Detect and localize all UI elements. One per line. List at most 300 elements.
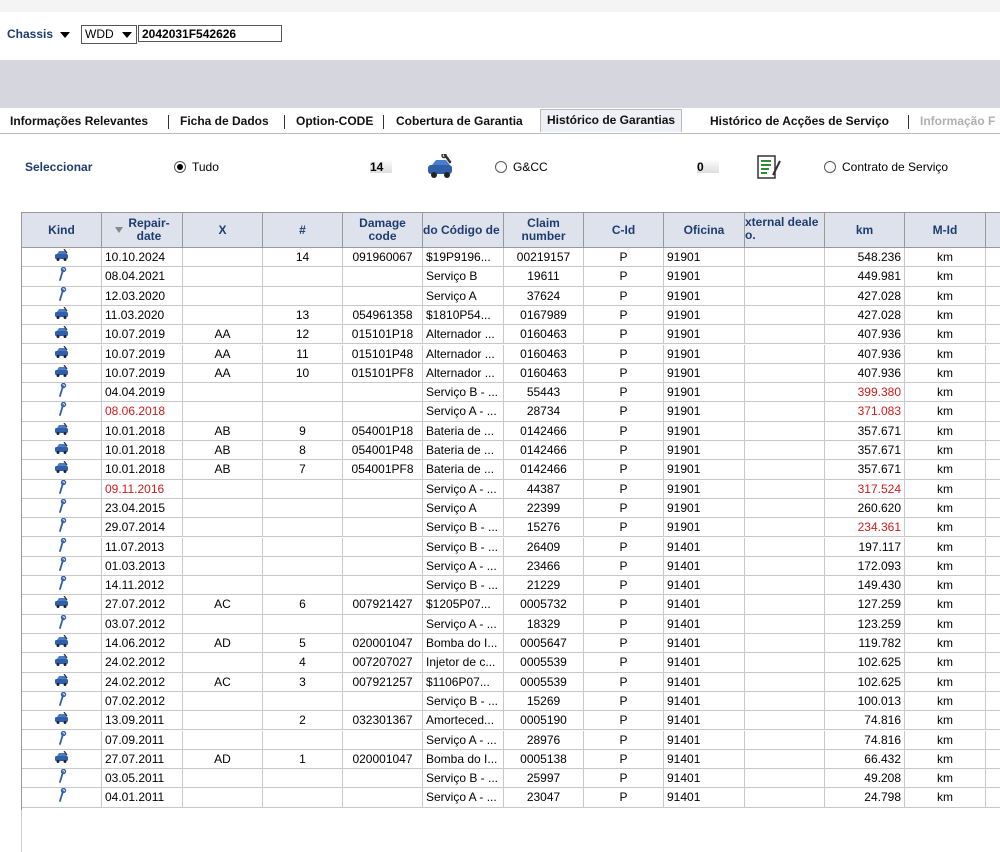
cell-damage [343,538,423,557]
filter-row [0,150,1000,184]
col-claim-number[interactable] [504,213,584,247]
cell-date: 11.07.2013 [102,538,183,557]
cell-damage [343,731,423,750]
cell-cid: P [584,499,664,518]
cell-oficina: 91901 [664,441,745,460]
cell-mid: km [905,750,986,769]
table-row[interactable] [22,325,1000,344]
car-wrench-icon [425,154,457,180]
cell-n: 5 [263,634,343,653]
cell-ext [745,788,825,807]
cell-ext [745,634,825,653]
car-repair-icon [22,345,102,364]
cell-n [263,480,343,499]
cell-date: 10.07.2019 [102,325,183,344]
cell-n [263,557,343,576]
cell-date: 12.03.2020 [102,287,183,306]
cell-n [263,538,343,557]
table-row[interactable] [22,595,1000,614]
cell-date: 27.07.2012 [102,595,183,614]
cell-x [183,518,263,537]
cell-mid: km [905,595,986,614]
cell-date: 13.09.2011 [102,711,183,730]
table-row[interactable] [22,769,1000,788]
table-row[interactable] [22,306,1000,325]
cell-ext [745,422,825,441]
table-row[interactable] [22,653,1000,672]
cell-damage [343,383,423,402]
table-row[interactable] [22,267,1000,286]
cell-code: Serviço A [423,287,504,306]
cell-date: 07.02.2012 [102,692,183,711]
tab-ficha-de-dados[interactable]: Ficha de Dados [180,114,269,128]
table-left-border [21,810,22,852]
car-repair-icon [22,653,102,672]
cell-km: 149.430 [825,576,905,595]
cell-oficina: 91401 [664,576,745,595]
col-repair-date-label: Repair-date [128,216,170,243]
cell-damage: 007207027 [343,653,423,672]
cell-damage [343,402,423,421]
cell-ext [745,287,825,306]
radio-gcc[interactable] [495,161,507,173]
col-oficina[interactable]: Oficina [664,213,745,247]
cell-claim: 0160463 [504,345,584,364]
cell-x [183,383,263,402]
cell-km: 548.236 [825,248,905,267]
cell-mid: km [905,460,986,479]
wrench-icon [22,615,102,634]
cell-damage: 020001047 [343,750,423,769]
cell-n: 6 [263,595,343,614]
cell-km: 399.380 [825,383,905,402]
col-external-dealer-label: xternal deale o. [745,215,819,242]
cell-date: 23.04.2015 [102,499,183,518]
table-row[interactable] [22,557,1000,576]
cell-km: 127.259 [825,595,905,614]
cell-km: 49.208 [825,769,905,788]
cell-ext [745,538,825,557]
cell-cid: P [584,422,664,441]
cell-date: 07.09.2011 [102,731,183,750]
cell-cid: P [584,518,664,537]
cell-code: Alternador ... [423,364,504,383]
car-repair-icon [22,460,102,479]
cell-cid: P [584,711,664,730]
cell-cid: P [584,460,664,479]
cell-ext [745,248,825,267]
cell-x [183,248,263,267]
cell-n [263,576,343,595]
cell-cid: P [584,441,664,460]
cell-ext [745,441,825,460]
cell-n: 1 [263,750,343,769]
cell-claim: 15269 [504,692,584,711]
table-row[interactable] [22,538,1000,557]
cell-mid: km [905,518,986,537]
cell-n [263,287,343,306]
car-repair-icon [22,634,102,653]
cell-mid: km [905,345,986,364]
cell-km: 371.083 [825,402,905,421]
car-repair-icon [22,306,102,325]
radio-all-label[interactable]: Tudo [192,160,219,174]
cell-oficina: 91901 [664,518,745,537]
table-row[interactable] [22,576,1000,595]
cell-x [183,576,263,595]
table-row[interactable] [22,673,1000,692]
cell-oficina: 91401 [664,750,745,769]
table-header [22,213,1000,248]
cell-damage [343,788,423,807]
table-row[interactable] [22,731,1000,750]
cell-damage: 054001PF8 [343,460,423,479]
cell-claim: 0142466 [504,441,584,460]
cell-date: 04.04.2019 [102,383,183,402]
cell-mid: km [905,634,986,653]
cell-claim: 23466 [504,557,584,576]
cell-claim: 00219157 [504,248,584,267]
cell-date: 09.11.2016 [102,480,183,499]
cell-date: 10.07.2019 [102,364,183,383]
cell-date: 24.02.2012 [102,673,183,692]
all-count: 14 [370,160,384,174]
cell-mid: km [905,653,986,672]
cell-date: 03.07.2012 [102,615,183,634]
table-row[interactable] [22,750,1000,769]
col-claim-number-label: Claim number [521,216,566,243]
table-row[interactable] [22,422,1000,441]
cell-km: 24.798 [825,788,905,807]
cell-km: 172.093 [825,557,905,576]
tab-divider [908,115,909,129]
cell-km: 357.671 [825,460,905,479]
cell-damage: 007921427 [343,595,423,614]
cell-x [183,538,263,557]
cell-mid: km [905,615,986,634]
cell-x [183,615,263,634]
cell-cid: P [584,267,664,286]
cell-km: 407.936 [825,364,905,383]
cell-damage [343,499,423,518]
cell-n [263,267,343,286]
cell-claim: 19611 [504,267,584,286]
col-c-id[interactable]: C-Id [584,213,664,247]
col-damage-code[interactable] [343,213,423,247]
cell-km: 119.782 [825,634,905,653]
cell-code: Bateria de ... [423,460,504,479]
radio-service-contract-label[interactable]: Contrato de Serviço [842,160,949,174]
cell-x [183,287,263,306]
cell-cid: P [584,750,664,769]
cell-ext [745,557,825,576]
wrench-icon [22,287,102,306]
cell-code: Bomba do I... [423,634,504,653]
cell-ext [745,480,825,499]
cell-km: 74.816 [825,731,905,750]
cell-date: 11.03.2020 [102,306,183,325]
table-row[interactable] [22,441,1000,460]
cell-cid: P [584,345,664,364]
table-row[interactable] [22,364,1000,383]
car-repair-icon [22,441,102,460]
table-row[interactable] [22,383,1000,402]
cell-ext [745,383,825,402]
cell-claim: 21229 [504,576,584,595]
cell-cid: P [584,538,664,557]
cell-km: 407.936 [825,325,905,344]
table-row[interactable] [22,287,1000,306]
cell-date: 10.01.2018 [102,441,183,460]
cell-date: 24.02.2012 [102,653,183,672]
cell-date: 04.01.2011 [102,788,183,807]
cell-damage [343,287,423,306]
cell-code: Serviço A - ... [423,788,504,807]
cell-x: AA [183,325,263,344]
vin-input[interactable]: 2042031F542626 [138,25,282,42]
cell-code: Serviço B - ... [423,692,504,711]
cell-x [183,402,263,421]
tab-divider [284,115,285,129]
cell-ext [745,731,825,750]
cell-n [263,731,343,750]
tab-divider [383,115,384,129]
table-row[interactable] [22,480,1000,499]
cell-x [183,692,263,711]
cell-damage [343,692,423,711]
cell-oficina: 91401 [664,653,745,672]
cell-mid: km [905,557,986,576]
tab-informacoes-relevantes[interactable]: Informações Relevantes [10,114,149,128]
cell-claim: 15276 [504,518,584,537]
col-x[interactable]: X [183,213,263,247]
cell-mid: km [905,441,986,460]
cell-n [263,499,343,518]
toolbar-area [0,60,1000,108]
col-km[interactable]: km [825,213,905,247]
cell-x [183,711,263,730]
cell-x: AD [183,634,263,653]
col-m-id[interactable]: M-Id [905,213,986,247]
cell-n [263,769,343,788]
cell-oficina: 91901 [664,306,745,325]
col-kind[interactable]: Kind [22,213,102,247]
table-row[interactable] [22,518,1000,537]
cell-date: 14.06.2012 [102,634,183,653]
tab-cobertura-de-garantia[interactable]: Cobertura de Garantia [396,114,523,128]
cell-km: 197.117 [825,538,905,557]
radio-service-contract[interactable] [824,161,836,173]
car-repair-icon [22,595,102,614]
cell-x [183,557,263,576]
cell-n: 10 [263,364,343,383]
cell-code: Serviço B - ... [423,576,504,595]
cell-claim: 0167989 [504,306,584,325]
car-repair-icon [22,750,102,769]
cell-ext [745,325,825,344]
cell-date: 03.05.2011 [102,769,183,788]
cell-cid: P [584,595,664,614]
cell-oficina: 91401 [664,711,745,730]
cell-oficina: 91401 [664,595,745,614]
cell-claim: 0142466 [504,460,584,479]
cell-n [263,518,343,537]
chevron-down-icon[interactable] [60,32,70,38]
cell-ext [745,595,825,614]
cell-n: 9 [263,422,343,441]
wrench-icon [22,538,102,557]
cell-claim: 0005647 [504,634,584,653]
cell-x [183,731,263,750]
table-row[interactable] [22,692,1000,711]
tab-bar [0,108,1000,134]
cell-code: $1205P07... [423,595,504,614]
cell-ext [745,267,825,286]
cell-claim: 0142466 [504,422,584,441]
cell-km: 102.625 [825,653,905,672]
tab-historico-accoes-servico[interactable]: Histórico de Acções de Serviço [710,114,889,128]
tab-historico-de-garantias[interactable]: Histórico de Garantias [540,109,682,132]
table-row[interactable] [22,345,1000,364]
cell-code: Serviço B [423,267,504,286]
cell-code: Serviço A - ... [423,480,504,499]
cell-x: AB [183,441,263,460]
cell-code: $1106P07... [423,673,504,692]
cell-km: 123.259 [825,615,905,634]
table-row[interactable] [22,788,1000,807]
cell-code: Serviço A - ... [423,402,504,421]
cell-oficina: 91401 [664,615,745,634]
cell-damage: 054961358 [343,306,423,325]
cell-n: 11 [263,345,343,364]
cell-cid: P [584,287,664,306]
col-external-dealer[interactable] [745,213,825,247]
cell-claim: 26409 [504,538,584,557]
car-repair-icon [22,673,102,692]
cell-x [183,480,263,499]
vin-prefix-select[interactable] [81,25,137,44]
col-repair-date[interactable] [102,213,183,247]
cell-claim: 37624 [504,287,584,306]
radio-gcc-label[interactable]: G&CC [513,160,548,174]
radio-all[interactable] [174,161,186,173]
car-repair-icon [22,248,102,267]
cell-n [263,615,343,634]
warranty-history-table [21,212,1000,811]
cell-x [183,788,263,807]
table-row[interactable] [22,615,1000,634]
chassis-dropdown-label[interactable]: Chassis [7,27,54,41]
cell-x: AD [183,750,263,769]
col-number[interactable]: # [263,213,343,247]
cell-oficina: 91901 [664,248,745,267]
cell-oficina: 91401 [664,769,745,788]
cell-code: Bateria de ... [423,441,504,460]
cell-oficina: 91401 [664,538,745,557]
wrench-icon [22,576,102,595]
wrench-icon [22,788,102,807]
cell-claim: 0005190 [504,711,584,730]
table-row[interactable] [22,248,1000,267]
cell-code: $19P9196... [423,248,504,267]
table-row[interactable] [22,402,1000,421]
cell-code: Serviço B - ... [423,538,504,557]
cell-damage [343,480,423,499]
cell-cid: P [584,731,664,750]
cell-x: AA [183,345,263,364]
cell-x: AC [183,673,263,692]
cell-n: 2 [263,711,343,730]
cell-claim: 0005138 [504,750,584,769]
cell-x: AA [183,364,263,383]
cell-oficina: 91901 [664,402,745,421]
cell-ext [745,402,825,421]
cell-mid: km [905,480,986,499]
cell-damage: 020001047 [343,634,423,653]
cell-damage [343,267,423,286]
cell-ext [745,615,825,634]
wrench-icon [22,557,102,576]
cell-x [183,499,263,518]
cell-km: 407.936 [825,345,905,364]
col-codigo[interactable]: do Código de [423,213,504,247]
cell-n: 13 [263,306,343,325]
cell-km: 234.361 [825,518,905,537]
cell-ext [745,306,825,325]
cell-date: 08.04.2021 [102,267,183,286]
table-row[interactable] [22,711,1000,730]
cell-claim: 25997 [504,769,584,788]
cell-mid: km [905,306,986,325]
table-row[interactable] [22,460,1000,479]
cell-km: 357.671 [825,441,905,460]
wrench-icon [22,769,102,788]
cell-oficina: 91901 [664,383,745,402]
tab-option-code[interactable]: Option-CODE [296,114,374,128]
cell-oficina: 91901 [664,325,745,344]
cell-n: 12 [263,325,343,344]
cell-damage: 054001P18 [343,422,423,441]
cell-ext [745,518,825,537]
cell-oficina: 91901 [664,287,745,306]
cell-code: $1810P54... [423,306,504,325]
car-repair-icon [22,325,102,344]
cell-damage: 054001P48 [343,441,423,460]
cell-oficina: 91401 [664,692,745,711]
cell-km: 317.524 [825,480,905,499]
table-row[interactable] [22,634,1000,653]
cell-code: Serviço A - ... [423,615,504,634]
cell-ext [745,576,825,595]
cell-oficina: 91901 [664,364,745,383]
cell-cid: P [584,480,664,499]
cell-date: 14.11.2012 [102,576,183,595]
wrench-icon [22,402,102,421]
cell-code: Alternador ... [423,345,504,364]
cell-cid: P [584,615,664,634]
table-row[interactable] [22,499,1000,518]
cell-damage [343,769,423,788]
cell-mid: km [905,673,986,692]
cell-code: Serviço B - ... [423,769,504,788]
cell-x [183,653,263,672]
cell-oficina: 91401 [664,673,745,692]
cell-x [183,267,263,286]
cell-cid: P [584,788,664,807]
vin-prefix-value: WDD [85,27,114,41]
cell-x [183,769,263,788]
cell-cid: P [584,692,664,711]
